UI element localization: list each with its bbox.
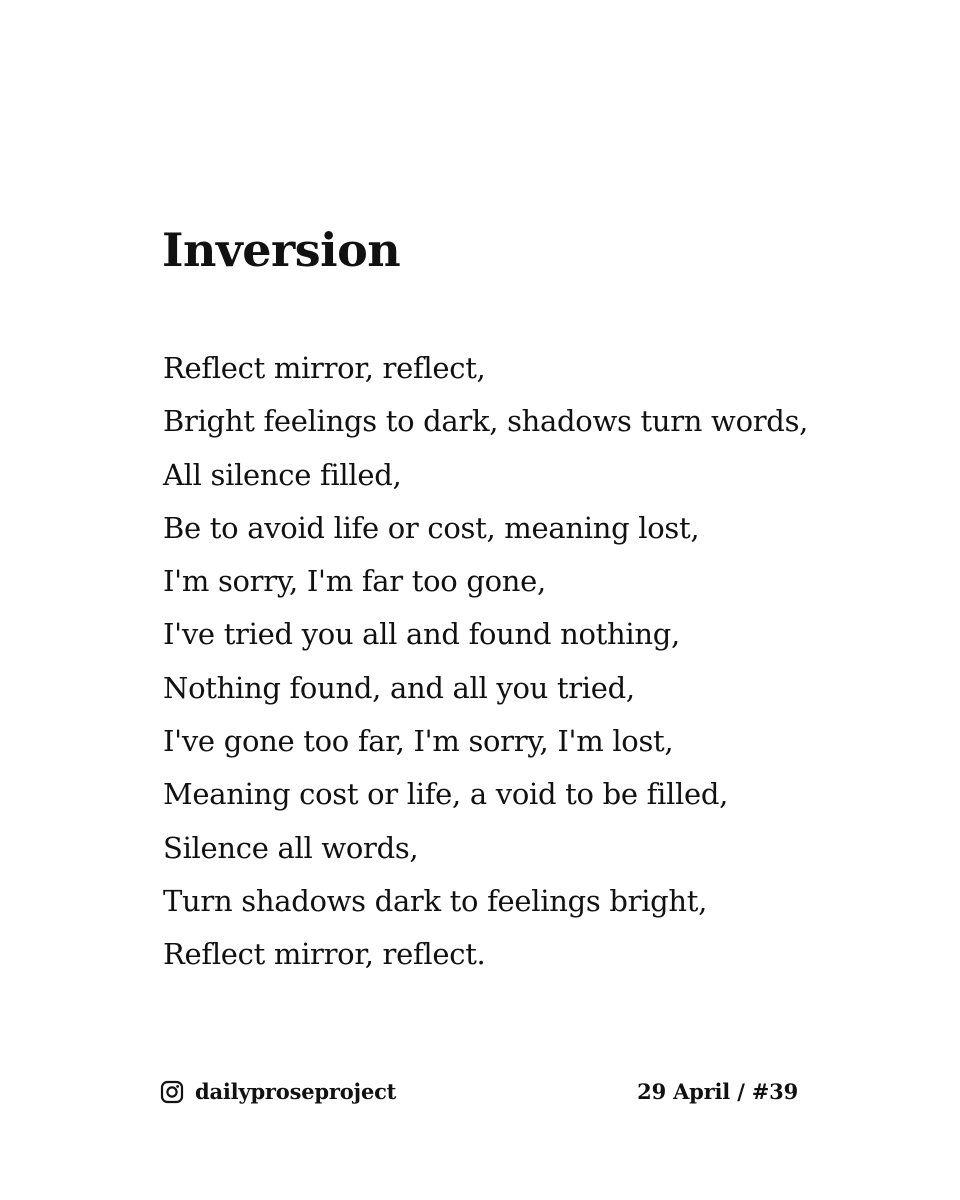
poem-line: Meaning cost or life, a void to be filled, xyxy=(163,777,729,812)
instagram-icon xyxy=(160,1080,184,1104)
poem-title: Inversion xyxy=(162,223,401,277)
poem-line: Reflect mirror, reflect. xyxy=(163,937,486,972)
social-handle xyxy=(160,1076,396,1108)
poem-line: I've tried you all and found nothing, xyxy=(163,617,680,652)
poem-line: Reflect mirror, reflect, xyxy=(163,351,486,385)
date-label: 29 April / #39 xyxy=(637,1079,798,1104)
poem-line: I've gone too far, I'm sorry, I'm lost, xyxy=(163,724,674,759)
poem-line: I'm sorry, I'm far too gone, xyxy=(163,564,546,599)
handle-label: dailyproseproject xyxy=(195,1079,397,1104)
poem-body xyxy=(163,342,808,982)
poem-line: Turn shadows dark to feelings bright, xyxy=(163,883,708,918)
poem-line: Bright feelings to dark, shadows turn words, xyxy=(163,404,809,439)
footer xyxy=(160,1076,800,1108)
poem-line: All silence filled, xyxy=(163,457,402,492)
date-stamp xyxy=(637,1076,798,1108)
poem-line: Nothing found, and all you tried, xyxy=(163,670,635,705)
poem-line: Silence all words, xyxy=(163,830,419,865)
poem-line: Be to avoid life or cost, meaning lost, xyxy=(163,510,700,545)
